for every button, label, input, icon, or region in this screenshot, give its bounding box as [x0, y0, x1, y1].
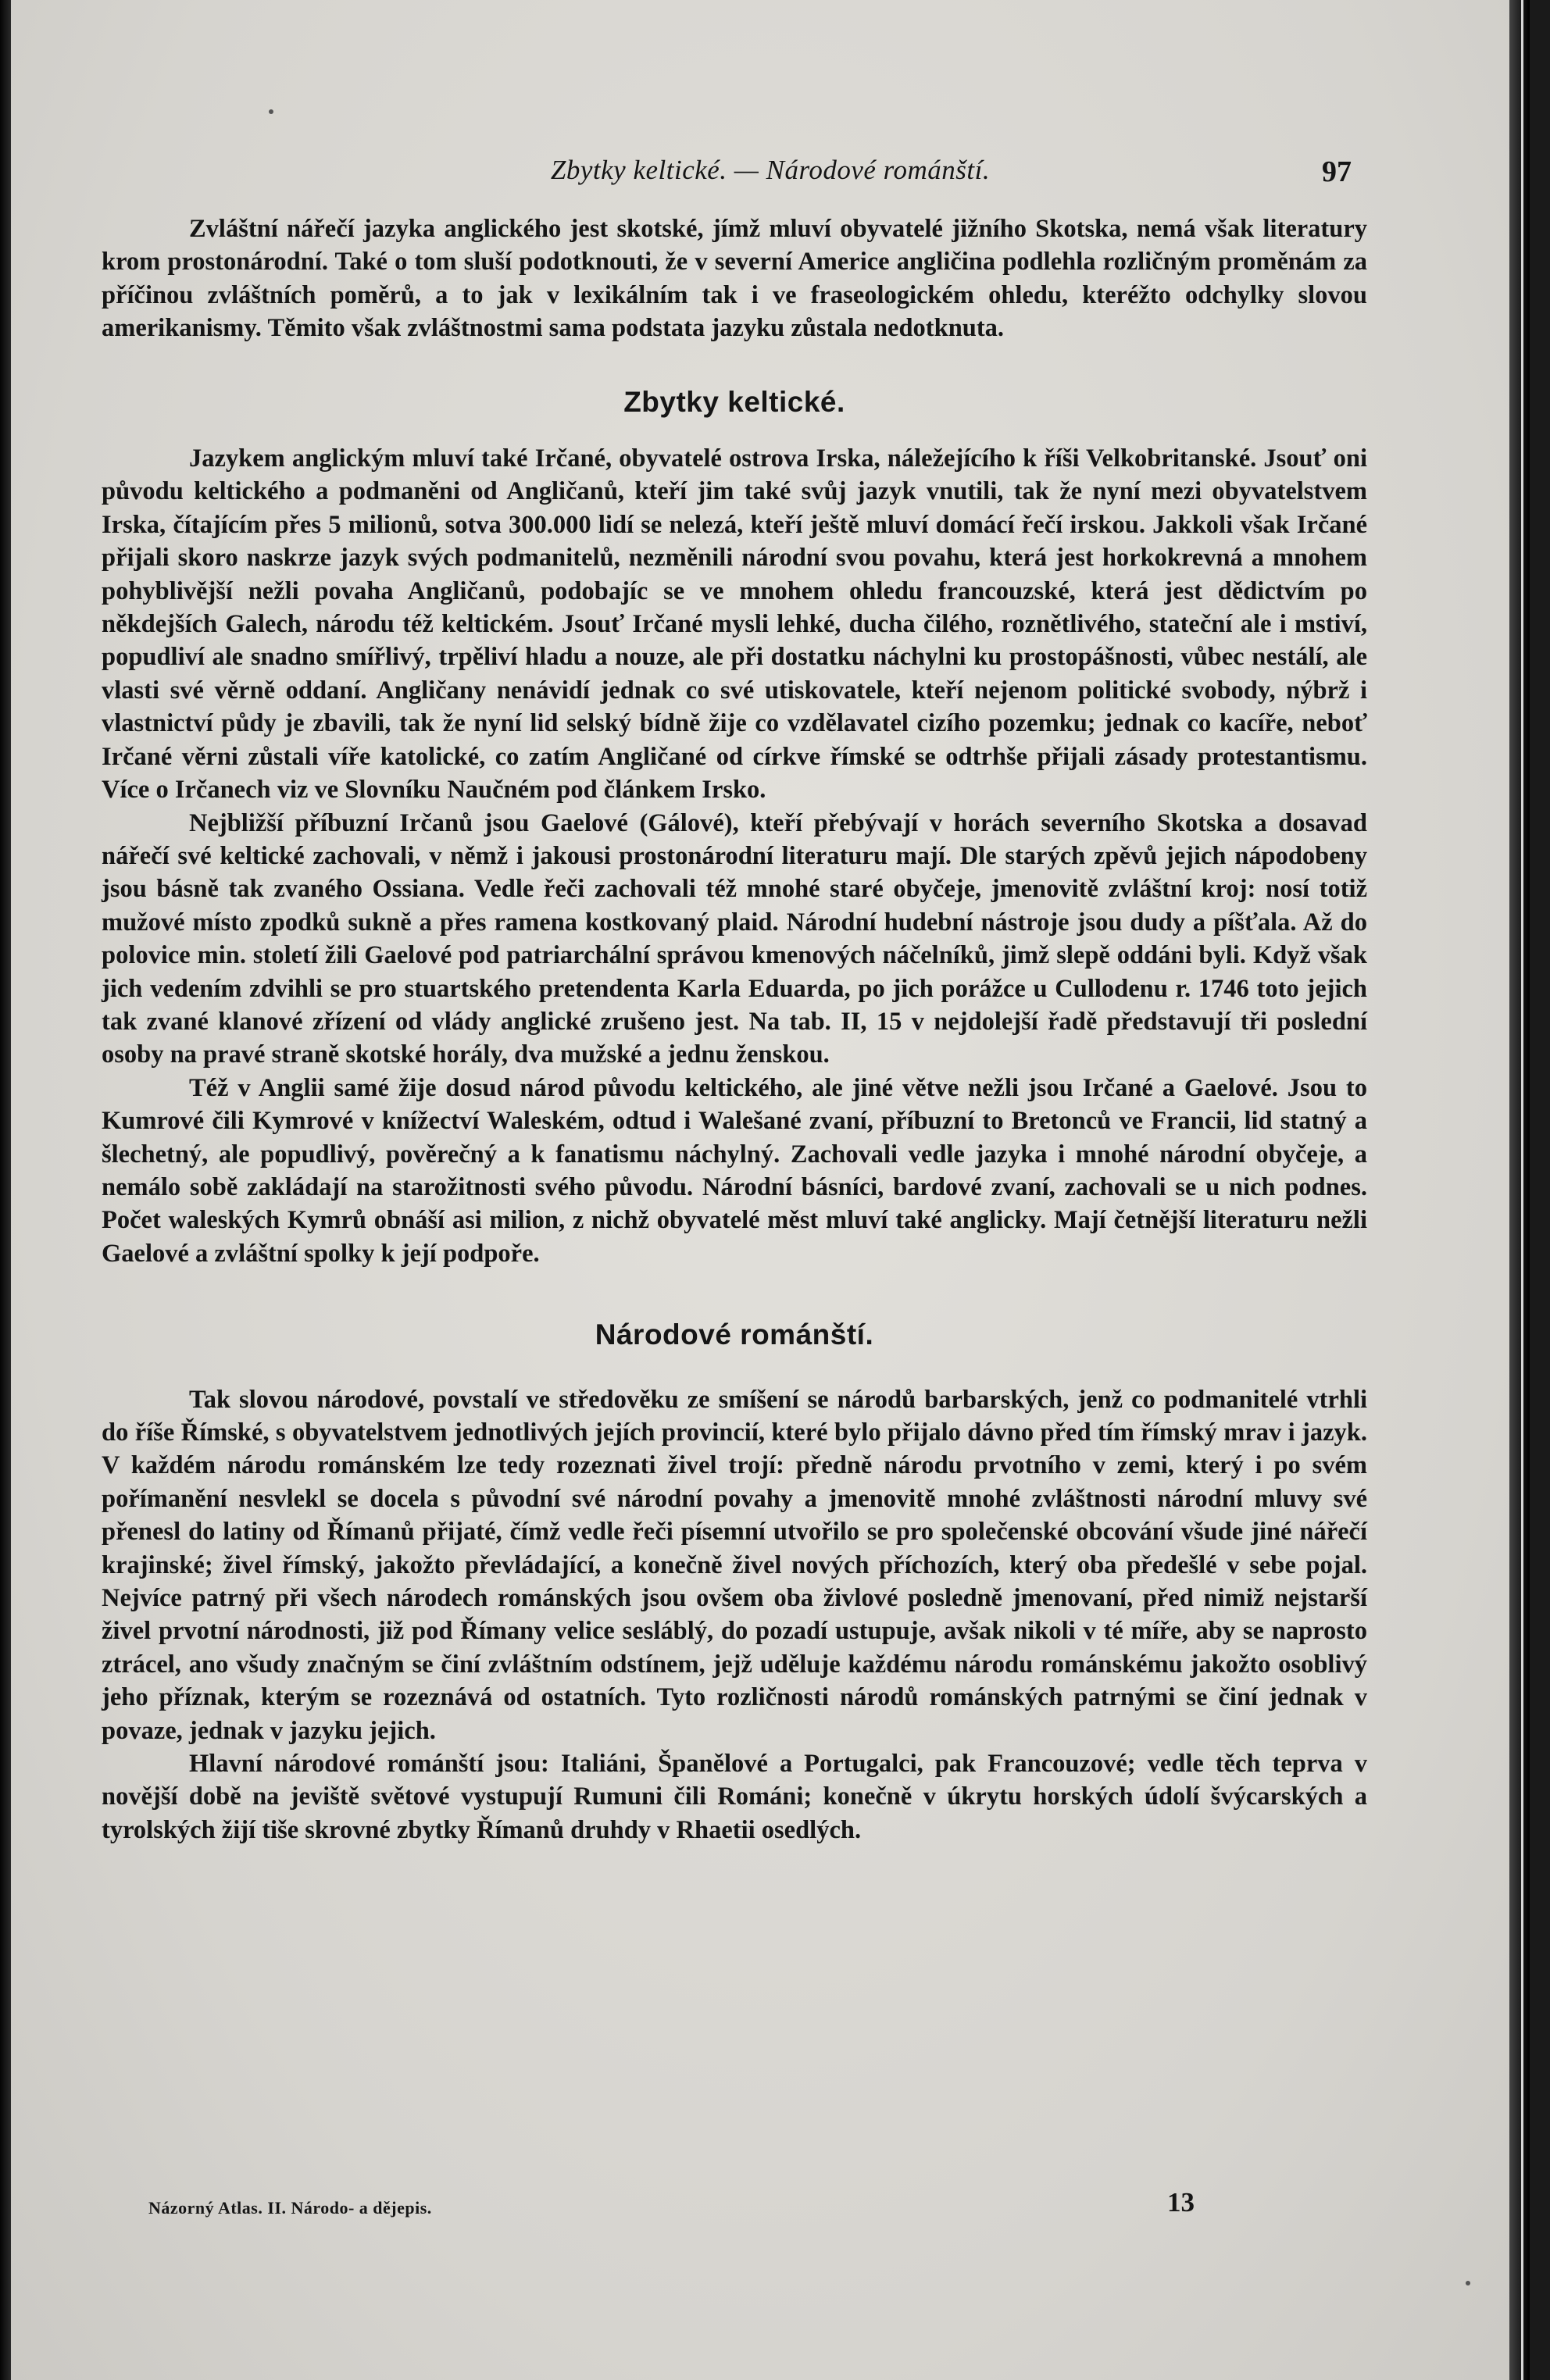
- section-heading-keltic: Zbytky keltické.: [623, 385, 845, 418]
- intro-paragraph: Zvláštní nářečí jazyka anglického jest skotské, jímž mluví obyvatelé jižního Skotska, nemá však literatury krom prostonárodní. Také o tom sluší podotknouti, že v severní Americe angličina podlehla rozličným proměnám za příčinou zvláštních poměrů, a to jak v lexikálním tak i ve fraseologickém ohledu, kteréžto odchylky slovou amerikanismy. Těmito však zvláštnostmi sama podstata jazyku zůstala nedotknuta.: [102, 215, 1367, 343]
- page-edge-highlight: [1521, 0, 1523, 2380]
- book-spine-shadow: [0, 0, 11, 2380]
- page-edge-shadow: [1509, 0, 1530, 2380]
- running-head: [11, 155, 1530, 194]
- paragraph-romance-origin: Tak slovou národové, povstalí ve středověku ze smíšení se národů barbarských, jenž co podmanitelé vtrhli do říše Římské, s obyvatelstvem jednotlivých jejích provincií, které bylo přijalo dávno před tím římský mrav i jazyk. V každém národu románském lze tedy rozeznati živel trojí: předně národu prvotního v zemi, který i po svém pořímanění nesvlekl se docela s původní své národní povahy a jmenovitě mnohé zvláštnosti národní mluvy své přenesl do latiny od Římanů přijaté, čímž vedle řeči písemní utvořilo se pro společenské obcování všude jiné nářečí krajinské; živel římský, jakožto převládající, a konečně živel nových příchozích, který oba předešlé v sebe pojal. Nejvíce patrný při všech národech románských jsou ovšem oba živlové posledně jmenovaní, před nimiž nejstarší živel prvotní národnosti, již pod Římany velice sesláblý, do pozadí ustupuje, avšak nikoli v té míře, aby se naprosto ztrácel, ano všudy značným se činí zvláštním odstínem, jejž uděluje každému národu románskému jakožto osoblivý jeho příznak, kterým se rozeznává od ostatních. Tyto rozličnosti národů románských patrnými se činí jednak v povaze, jednak v jazyku jejich.: [102, 1385, 1367, 1745]
- paragraph-gaels: Nejbližší příbuzní Irčanů jsou Gaelové (Gálové), kteří přebývají v horách severního Skotska a dosavad nářečí své keltické zachovali, v němž i jakousi prostonárodní literaturu mají. Dle starých zpěvů jejich nápodobeny jsou básně tak zvaného Ossiana. Vedle řeči zachovali též mnohé staré obyčeje, jmenovitě zvláštní kroj: nosí totiž mužové místo zpodků sukně a přes ramena kostkovaný plaid. Národní hudební nástroje jsou dudy a píšťala. Až do polovice min. století žili Gaelové pod patriarchální správou kmenových náčelníků, jimž slepě oddáni byli. Když však jich vedením zdvihli se pro stuartského pretendenta Karla Eduarda, po jich porážce u Cullodenu r. 1746 toto jejich tak zvané klanové zřízení od vlády anglické zrušeno jest. Na tab. II, 15 v nejdolejší řadě představují tři poslední osoby na pravé straně skotské horály, dva mužské a jednu ženskou.: [102, 808, 1367, 1069]
- paragraph-irish: Jazykem anglickým mluví také Irčané, obyvatelé ostrova Irska, náležejícího k říši Velkobritanské. Jsouť oni původu keltického a podmaněni od Angličanů, kteří jim také svůj jazyk vnutili, tak že nyní mezi obyvatelstvem Irska, čítajícím přes 5 milionů, sotva 300.000 lidí se nelezá, kteří ještě mluví domácí řečí irskou. Jakkoli však Irčané přijali skoro naskrze jazyk svých podmanitelů, nezměnili národní svou povahu, která jest horkokrevná a mnohem pohyblivější nežli povaha Angličanů, podobajíc se ve mnohem ohledu francouzské, která jest dědictvím po někdejších Galech, národu též keltickém. Jsouť Irčané mysli lehké, ducha čilého, roznětlivého, stateční ale i mstiví, popudliví ale snadno smířlivý, trpěliví hladu a nouze, ale při dostatku náchylni ku prostopášnosti, vůbec nestálí, ale vlasti své věrně oddaní. Angličany nenávidí jednak co své utiskovatele, kteří nejenom politické svobody, nýbrž i vlastnictví půdy je zbavili, tak že nyní lid selský bídně žije co vzdělavatel cizího pozemku; jednak co kacíře, neboť Irčané věrni zůstali víře katolické, co zatím Angličané od církve římské se odtrhše přijali zásady protestantismu. Více o Irčanech viz ve Slovníku Naučném pod článkem Irsko.: [102, 444, 1367, 805]
- footer-note: Názorný Atlas. II. Národo- a dějepis.: [148, 2198, 432, 2218]
- paragraph-romance-nations: Hlavní národové románští jsou: Italiáni, Španělové a Portugalci, pak Francouzové; vedle těch teprva v novější době na jeviště světové vystupují Rumuni čili Románi; konečně v úkrytu horských údolí švýcarských a tyrolských žijí tiše skrovné zbytky Římanů druhdy v Rhaetii osedlých.: [102, 1750, 1367, 1844]
- book-page: [11, 0, 1530, 2380]
- paper-speck: [269, 109, 273, 114]
- signature-mark: 13: [1167, 2187, 1195, 2218]
- running-head-title: Zbytky keltické. — Národové románští.: [550, 155, 991, 185]
- paragraph-kymry: Též v Anglii samé žije dosud národ původu keltického, ale jiné větve nežli jsou Irčané a Gaelové. Jsou to Kumrové čili Kymrové v knížectví Waleském, odtud i Walešané zvaní, příbuzní to Bretonců ve Francii, lid statný a šlechetný, ale popudlivý, pověrečný a k fanatismu náchylný. Zachovali vedle jazyka i mnohé národní obyčeje, a nemálo sobě zakládají na starožitnosti svého původu. Národní básníci, bardové zvaní, zachovali se u nich podnes. Počet waleských Kymrů obnáší asi milion, z nichž obyvatelé měst mluví také anglicky. Mají četnější literaturu nežli Gaelové a zvláštní spolky k její podpoře.: [102, 1073, 1367, 1268]
- page-footer: [102, 2187, 1367, 2226]
- page-number: 97: [1322, 155, 1352, 188]
- section-heading-romance: Národové románští.: [595, 1318, 874, 1351]
- page-body: [102, 212, 1367, 1847]
- paper-speck: [1466, 2281, 1470, 2285]
